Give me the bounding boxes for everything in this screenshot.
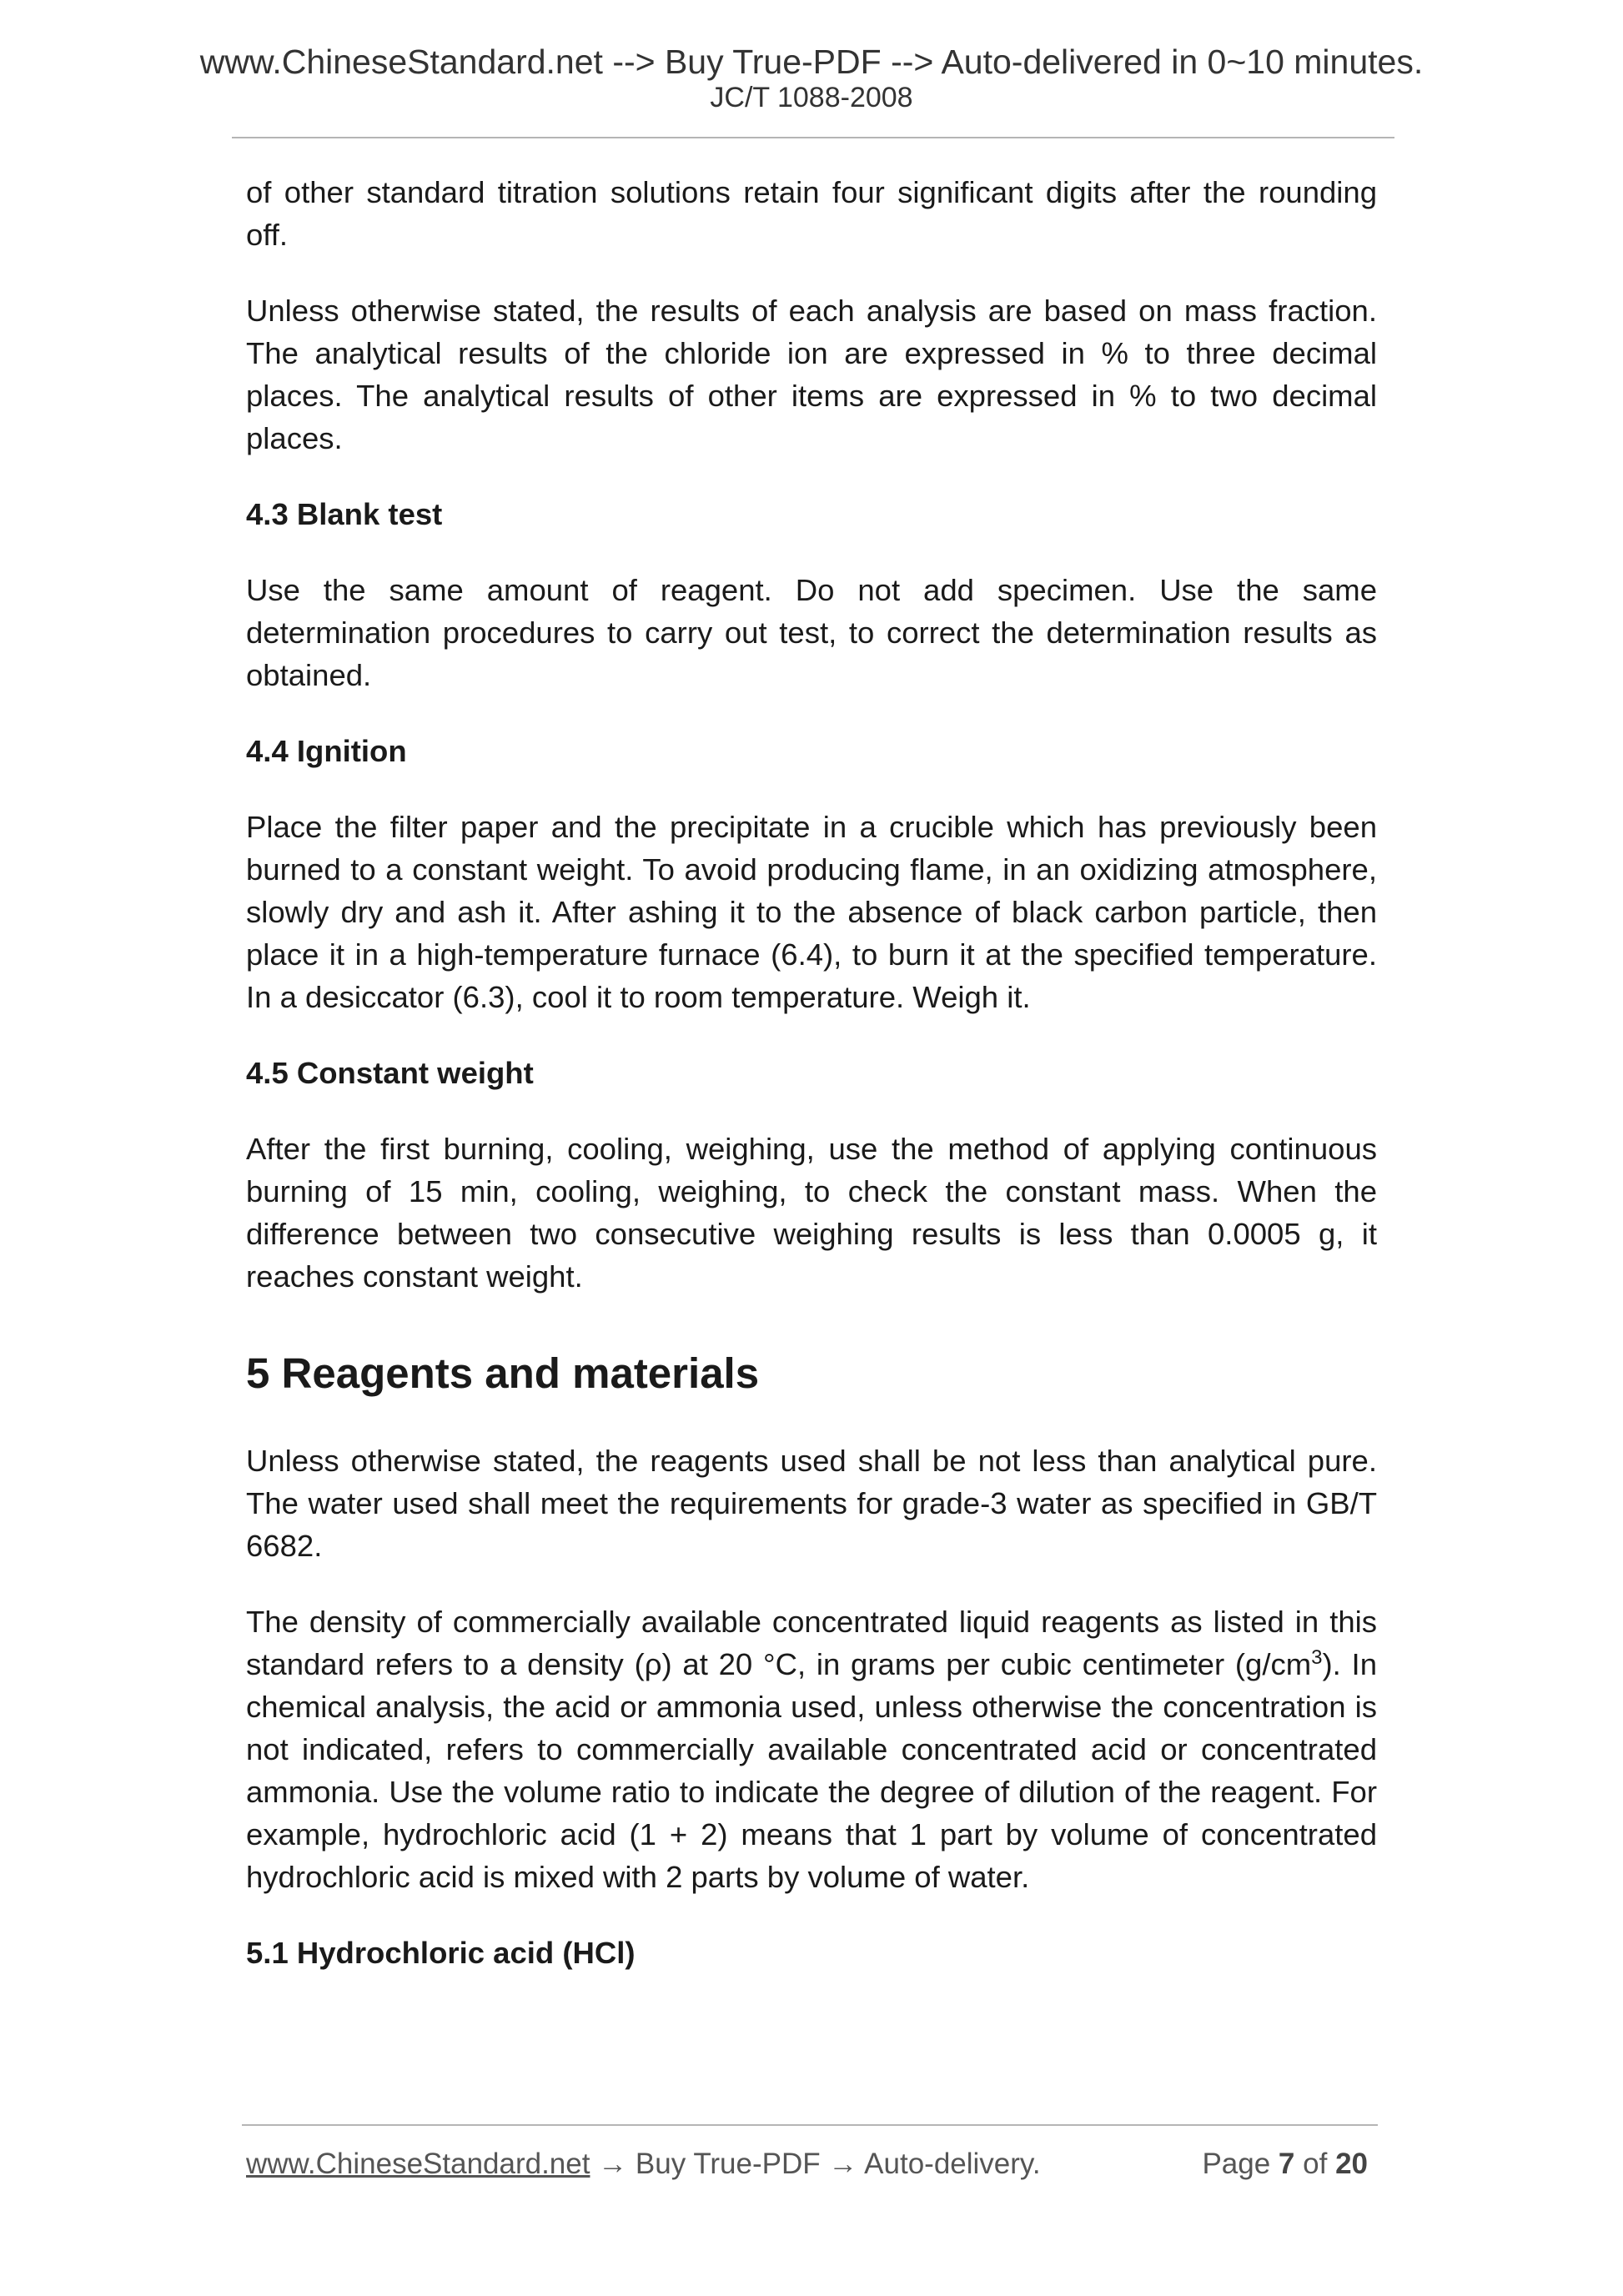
heading-4-5-constant-weight: 4.5 Constant weight: [246, 1056, 534, 1090]
page-current: 7: [1278, 2148, 1295, 2180]
density-text-start: The density of commercially available concentrated liquid reagents as listed in this standard refers to a density (ρ) at 20 °C, in grams per cubic centimeter (g/cm: [246, 1605, 1377, 1681]
paragraph-blank-test: Use the same amount of reagent. Do not add specimen. Use the same determination procedures to carry out test, to correct the determination results as obtained.: [246, 573, 1377, 692]
footer-tagline: → Buy True-PDF → Auto-delivery.: [590, 2148, 1041, 2180]
header-divider: [232, 137, 1394, 138]
header-banner: www.ChineseStandard.net --> Buy True-PDF --> Auto-delivered in 0~10 minutes.: [199, 43, 1424, 81]
heading-4-3-blank-test: 4.3 Blank test: [246, 497, 443, 531]
page-label: Page: [1202, 2148, 1271, 2180]
page-content: [246, 171, 1377, 2007]
paragraph-ignition: Place the filter paper and the precipitate in a crucible which has previously been burned to a constant weight. To avoid producing flame, in an oxidizing atmosphere, slowly dry and ash it. After ashing it to the absence of black carbon particle, then place it in a high-temperature furnace (6.4), to burn it at the specified temperature. In a desiccator (6.3), cool it to room temperature. Weigh it.: [246, 810, 1377, 1014]
density-text-end: ). In chemical analysis, the acid or ammonia used, unless otherwise the concentration is not indicated, refers to commercially available concentrated acid or concentrated ammonia. Use the volume ratio to indicate the degree of dilution of the reagent. For example, hydrochloric acid (1 + 2) means that 1 part by volume of concentrated hydrochloric acid is mixed with 2 parts by volume of water.: [246, 1647, 1377, 1894]
page-footer: [246, 2145, 1368, 2183]
paragraph-titration-digits: of other standard titration solutions retain four significant digits after the rounding off.: [246, 175, 1377, 252]
page-of-label: of: [1303, 2148, 1328, 2180]
document-code: JC/T 1088-2008: [710, 82, 913, 113]
paragraph-reagent-density: [246, 1600, 1377, 1898]
page-number-indicator: [1202, 2145, 1368, 2183]
paragraph-reagent-grade: Unless otherwise stated, the reagents used shall be not less than analytical pure. The water used shall meet the requirements for grade-3 water as specified in GB/T 6682.: [246, 1444, 1377, 1563]
heading-5-reagents-materials: 5 Reagents and materials: [246, 1349, 760, 1397]
superscript-3: 3: [1311, 1645, 1323, 1669]
heading-5-1-hydrochloric-acid: 5.1 Hydrochloric acid (HCl): [246, 1936, 636, 1970]
footer-website-link[interactable]: www.ChineseStandard.net: [246, 2148, 590, 2180]
paragraph-constant-weight: After the first burning, cooling, weighing, use the method of applying continuous burning of 15 min, cooling, weighing, to check the constant mass. When the difference between two consecutive weighing results is less than 0.0005 g, it reaches constant weight.: [246, 1132, 1377, 1294]
page-total: 20: [1335, 2148, 1368, 2180]
paragraph-results-mass-fraction: Unless otherwise stated, the results of each analysis are based on mass fraction. The analytical results of the chloride ion are expressed in % to three decimal places. The analytical results of other items are expressed in % to two decimal places.: [246, 294, 1377, 455]
heading-4-4-ignition: 4.4 Ignition: [246, 734, 407, 768]
footer-divider: [242, 2124, 1378, 2126]
